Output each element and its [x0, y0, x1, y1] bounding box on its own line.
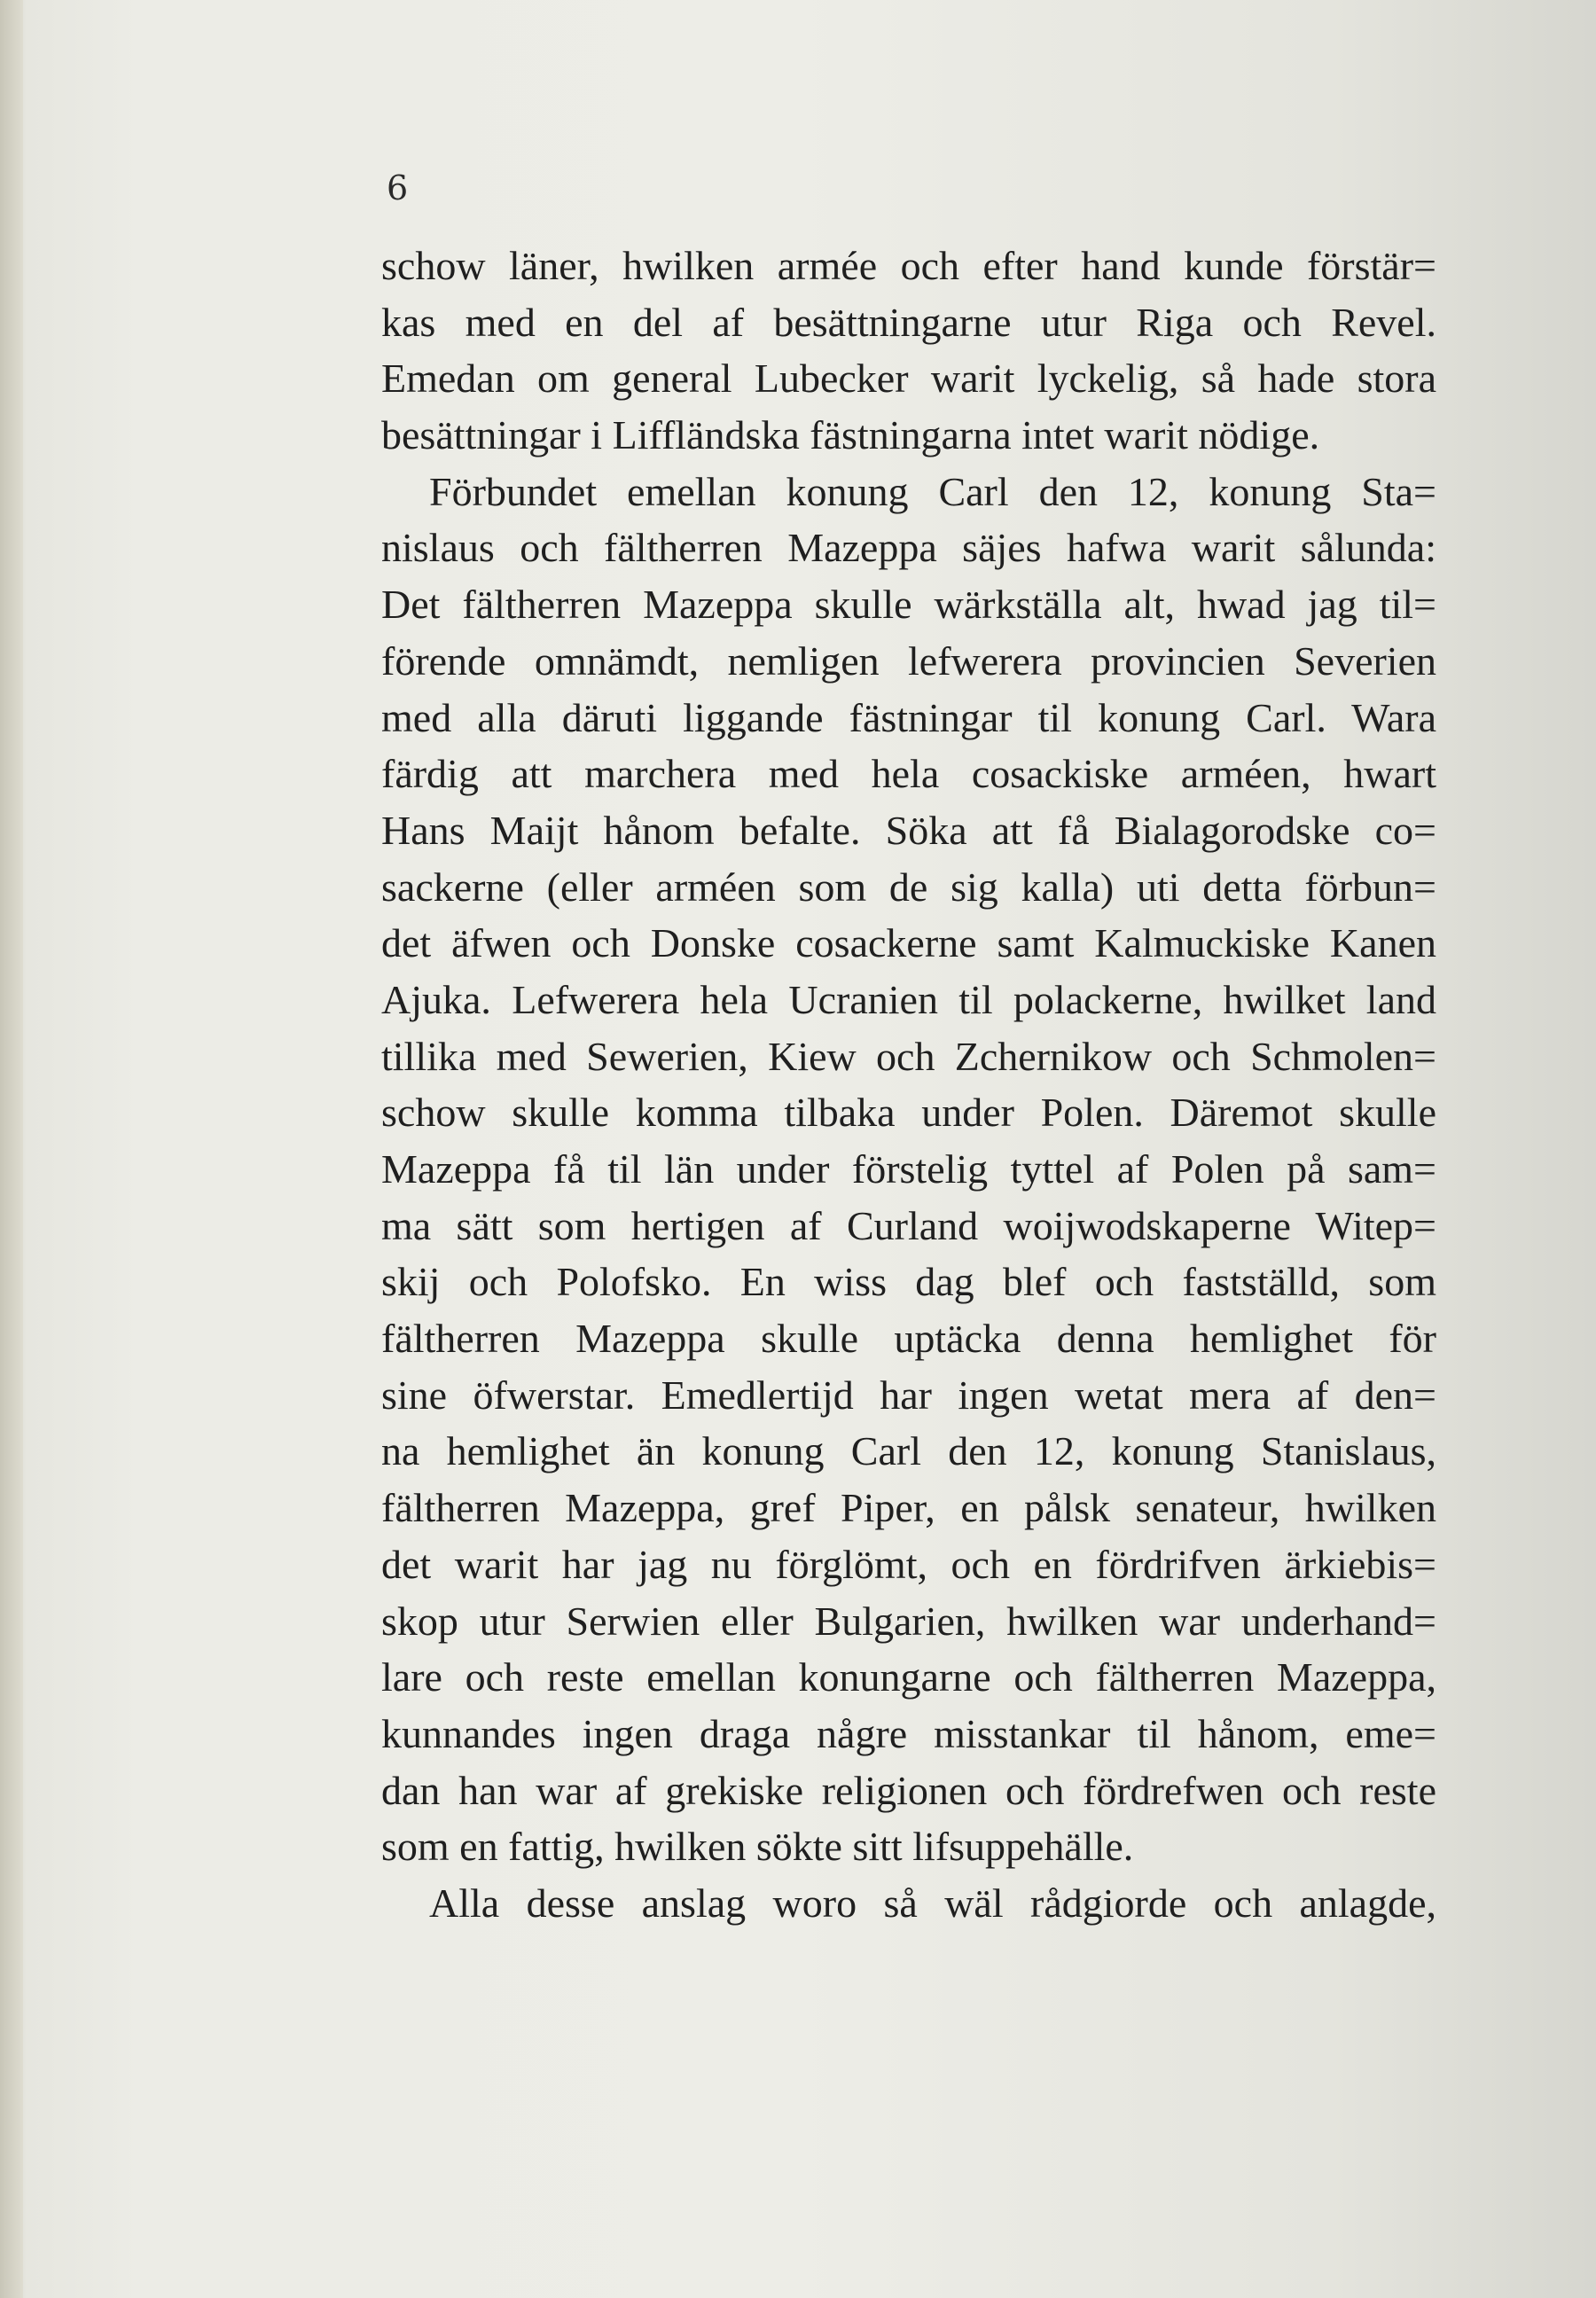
- text-line: lare och reste emellan konungarne och fältherren Mazeppa,: [381, 1654, 1436, 1700]
- text-line: dan han war af grekiske religionen och fördrefwen och reste: [381, 1767, 1436, 1813]
- text-line: färdig att marchera med hela cosackiske arméen, hwart: [381, 751, 1436, 797]
- page-edge: [0, 0, 23, 2298]
- text-line: Alla desse anslag woro så wäl rådgiorde och anlagde,: [429, 1880, 1436, 1926]
- text-line: kas med en del af besättningarne utur Riga och Revel.: [381, 299, 1436, 345]
- text-line: nislaus och fältherren Mazeppa säjes hafwa warit sålunda:: [381, 525, 1436, 571]
- text-line: Emedan om general Lubecker warit lyckelig, så hade stora: [381, 356, 1436, 402]
- text-line: som en fattig, hwilken sökte sitt lifsuppehälle.: [381, 1824, 1134, 1870]
- text-line: Det fältherren Mazeppa skulle wärkställa alt, hwad jag til=: [381, 582, 1436, 628]
- text-line: na hemlighet än konung Carl den 12, konung Stanislaus,: [381, 1428, 1436, 1474]
- page-number: 6: [387, 168, 409, 207]
- text-line: sine öfwerstar. Emedlertijd har ingen wetat mera af den=: [381, 1372, 1436, 1418]
- text-line: kunnandes ingen draga någre misstankar til hånom, eme=: [381, 1710, 1436, 1756]
- text-line: besättningar i Liffländska fästningarna intet warit nödige.: [381, 412, 1320, 458]
- text-line: skij och Polofsko. En wiss dag blef och fastställd, som: [381, 1259, 1436, 1305]
- text-line: schow läner, hwilken armée och efter hand kunde förstär=: [381, 243, 1436, 288]
- text-line: ma sätt som hertigen af Curland woijwodskaperne Witep=: [381, 1202, 1436, 1248]
- text-line: Ajuka. Lefwerera hela Ucranien til polackerne, hwilket land: [381, 976, 1436, 1022]
- text-line: tillika med Sewerien, Kiew och Zchernikow och Schmolen=: [381, 1033, 1436, 1079]
- text-line: Förbundet emellan konung Carl den 12, konung Sta=: [429, 468, 1436, 514]
- text-line: fältherren Mazeppa skulle uptäcka denna hemlighet för: [381, 1316, 1436, 1362]
- text-line: fältherren Mazeppa, gref Piper, en pålsk senateur, hwilken: [381, 1485, 1436, 1531]
- body-text: [381, 238, 1436, 1932]
- text-line: Hans Maijt hånom befalte. Söka att få Bialagorodske co=: [381, 807, 1436, 853]
- text-line: Mazeppa få til län under förstelig tyttel af Polen på sam=: [381, 1146, 1436, 1192]
- text-line: med alla däruti liggande fästningar til konung Carl. Wara: [381, 694, 1436, 740]
- text-line: schow skulle komma tilbaka under Polen. Däremot skulle: [381, 1090, 1436, 1136]
- text-line: skop utur Serwien eller Bulgarien, hwilken war underhand=: [381, 1598, 1436, 1644]
- text-line: det warit har jag nu förglömt, och en fördrifven ärkiebis=: [381, 1541, 1436, 1587]
- text-line: förende omnämdt, nemligen lefwerera provincien Severien: [381, 637, 1436, 684]
- text-line: det äfwen och Donske cosackerne samt Kalmuckiske Kanen: [381, 920, 1436, 966]
- text-line: sackerne (eller arméen som de sig kalla) uti detta förbun=: [381, 864, 1436, 910]
